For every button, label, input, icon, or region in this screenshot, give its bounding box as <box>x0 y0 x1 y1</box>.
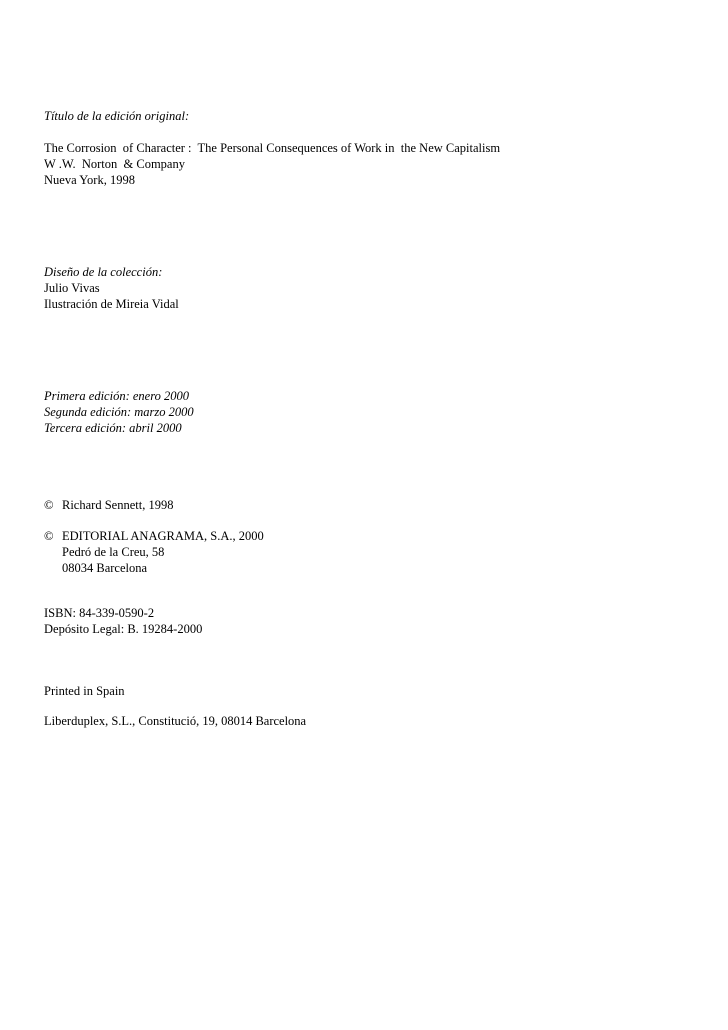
copyright-author-text: Richard Sennett, 1998 <box>62 498 174 512</box>
legal-deposit: Depósito Legal: B. 19284-2000 <box>44 622 203 636</box>
collection-illustration: Ilustración de Mireia Vidal <box>44 297 179 311</box>
copyright-symbol: © <box>44 498 54 512</box>
edition-second: Segunda edición: marzo 2000 <box>44 405 194 419</box>
original-place-year: Nueva York, 1998 <box>44 173 135 187</box>
isbn: ISBN: 84-339-0590-2 <box>44 606 155 620</box>
original-edition-heading: Título de la edición original: <box>44 109 190 123</box>
copyright-publisher-text: EDITORIAL ANAGRAMA, S.A., 2000 <box>62 529 264 543</box>
printed-in: Printed in Spain <box>44 684 125 698</box>
publisher-address-city: 08034 Barcelona <box>62 561 148 575</box>
original-publisher: W .W. Norton & Company <box>44 157 185 171</box>
edition-third: Tercera edición: abril 2000 <box>44 421 182 435</box>
copyright-symbol: © <box>44 529 54 543</box>
collection-design-heading: Diseño de la colección: <box>44 265 163 279</box>
collection-designer: Julio Vivas <box>44 281 100 295</box>
copyright-author <box>44 497 173 513</box>
printer: Liberduplex, S.L., Constitució, 19, 08014 Barcelona <box>44 714 307 728</box>
copyright-publisher <box>44 528 264 544</box>
original-title: The Corrosion of Character : The Personal Consequences of Work in the New Capitalism <box>44 141 501 155</box>
edition-first: Primera edición: enero 2000 <box>44 389 189 403</box>
publisher-address-street: Pedró de la Creu, 58 <box>62 545 165 559</box>
